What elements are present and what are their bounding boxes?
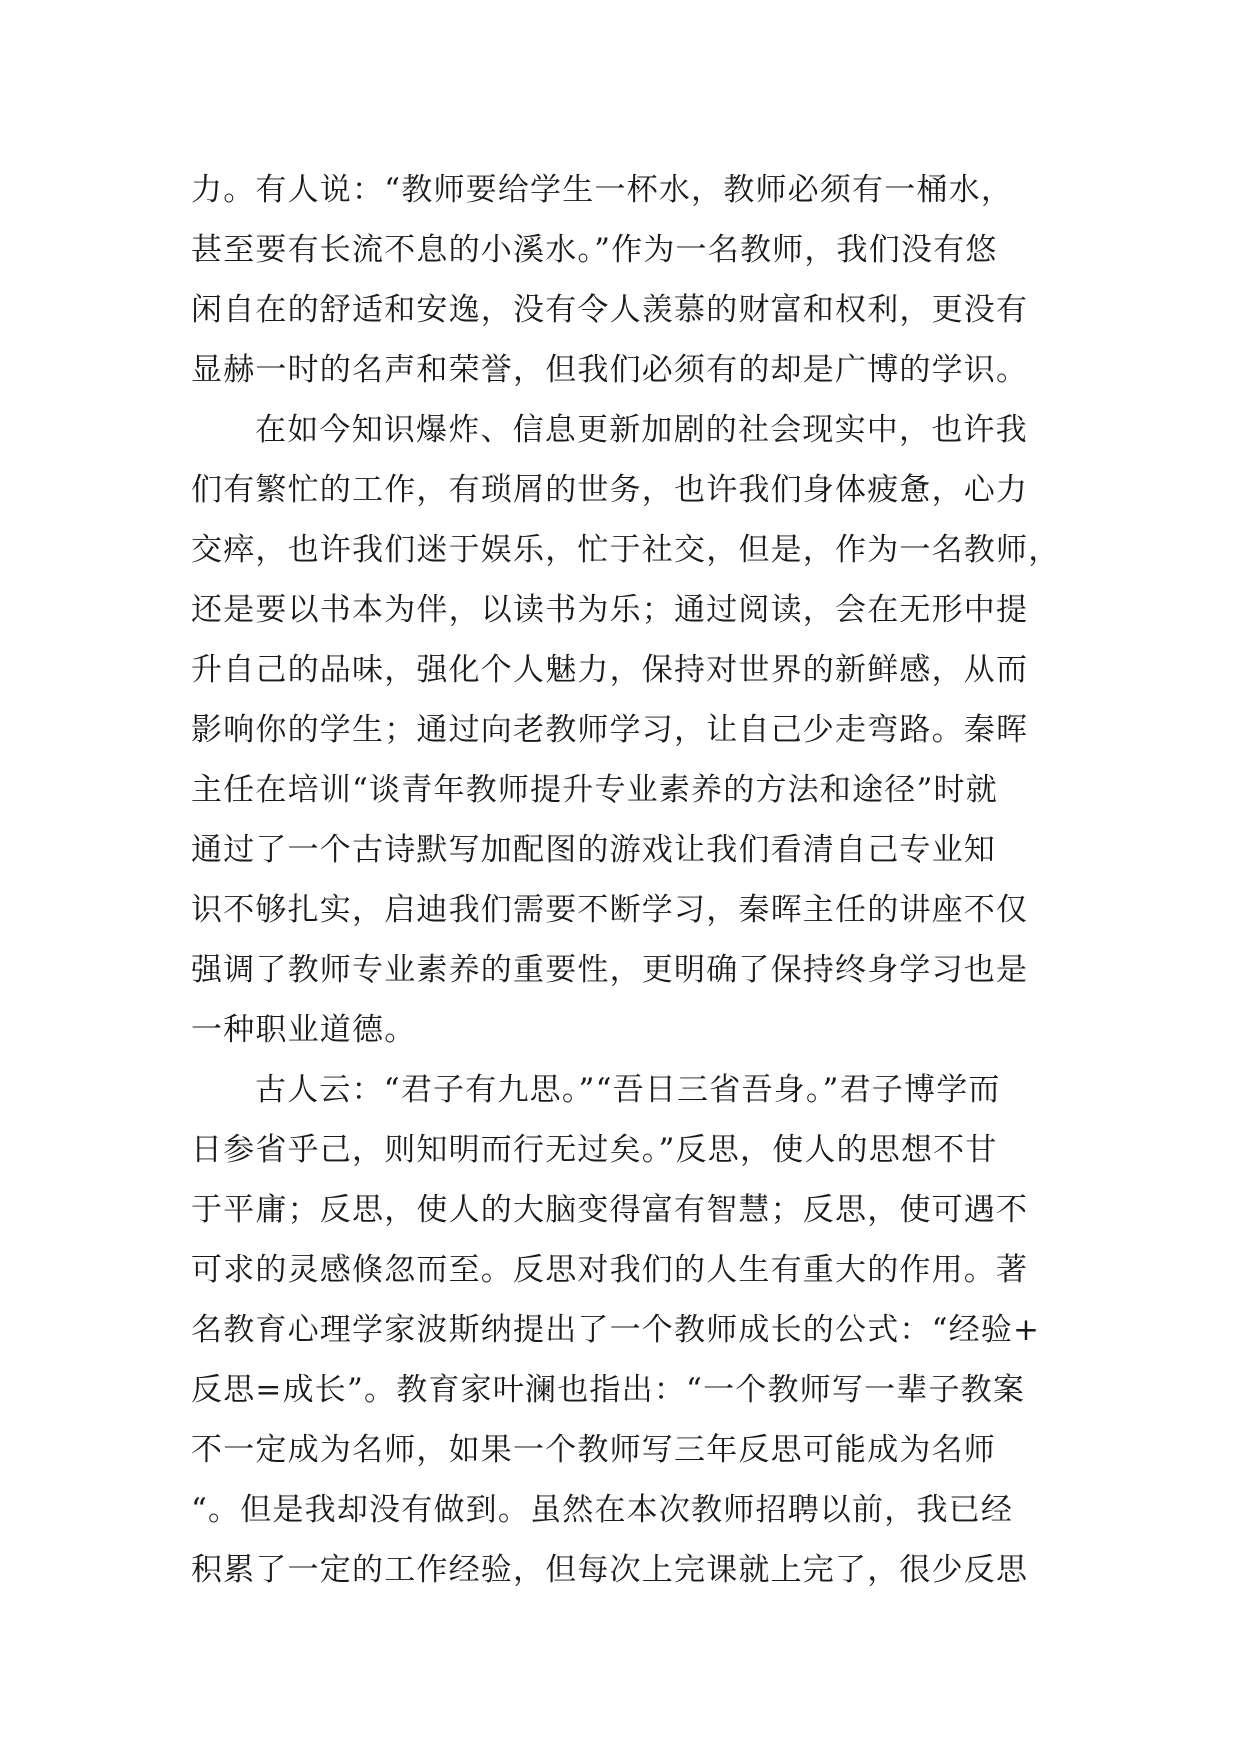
paragraph-start-line: 古人云：“君子有九思。”“吾日三省吾身。”君子博学而: [255, 1072, 1001, 1108]
text-line: 们有繁忙的工作，有琐屑的世务，也许我们身体疲惫，心力: [191, 472, 1029, 508]
text-line: 强调了教师专业素养的重要性，更明确了保持终身学习也是: [191, 952, 1029, 988]
text-line: 交瘁，也许我们迷于娱乐，忙于社交，但是，作为一名教师，: [191, 532, 1061, 568]
text-line: 一种职业道德。: [191, 1012, 417, 1048]
text-line: 通过了一个古诗默写加配图的游戏让我们看清自己专业知: [191, 832, 996, 868]
text-line: 识不够扎实，启迪我们需要不断学习，秦晖主任的讲座不仅: [191, 892, 1029, 928]
text-line: 主任在培训“谈青年教师提升专业素养的方法和途径”时就: [191, 772, 998, 808]
text-line: 还是要以书本为伴，以读书为乐；通过阅读，会在无形中提: [191, 592, 1029, 628]
text-line: 反思=成长”。教育家叶澜也指出：“一个教师写一辈子教案: [191, 1372, 1026, 1408]
text-line: 日参省乎己，则知明而行无过矣。”反思，使人的思想不甘: [191, 1132, 998, 1168]
paragraph-start-line: 在如今知识爆炸、信息更新加剧的社会现实中，也许我: [255, 412, 1028, 448]
text-line: “。但是我却没有做到。虽然在本次教师招聘以前，我已经: [191, 1492, 1014, 1528]
text-line: 于平庸；反思，使人的大脑变得富有智慧；反思，使可遇不: [191, 1192, 1029, 1228]
text-line: 可求的灵感倏忽而至。反思对我们的人生有重大的作用。著: [191, 1252, 1029, 1288]
text-line: 力。有人说：“教师要给学生一杯水，教师必须有一桶水，: [191, 172, 1014, 208]
text-line: 积累了一定的工作经验，但每次上完课就上完了，很少反思: [191, 1552, 1029, 1588]
text-line: 名教育心理学家波斯纳提出了一个教师成长的公式：“经验+: [191, 1312, 1041, 1348]
body-text: [191, 160, 1071, 1600]
text-line: 显赫一时的名声和荣誉，但我们必须有的却是广博的学识。: [191, 352, 1029, 388]
text-line: 闲自在的舒适和安逸，没有令人羡慕的财富和权利，更没有: [191, 292, 1029, 328]
text-line: 甚至要有长流不息的小溪水。”作为一名教师，我们没有悠: [191, 232, 998, 268]
text-line: 影响你的学生；通过向老教师学习，让自己少走弯路。秦晖: [191, 712, 1029, 748]
text-line: 不一定成为名师，如果一个教师写三年反思可能成为名师: [191, 1432, 996, 1468]
text-line: 升自己的品味，强化个人魅力，保持对世界的新鲜感，从而: [191, 652, 1029, 688]
